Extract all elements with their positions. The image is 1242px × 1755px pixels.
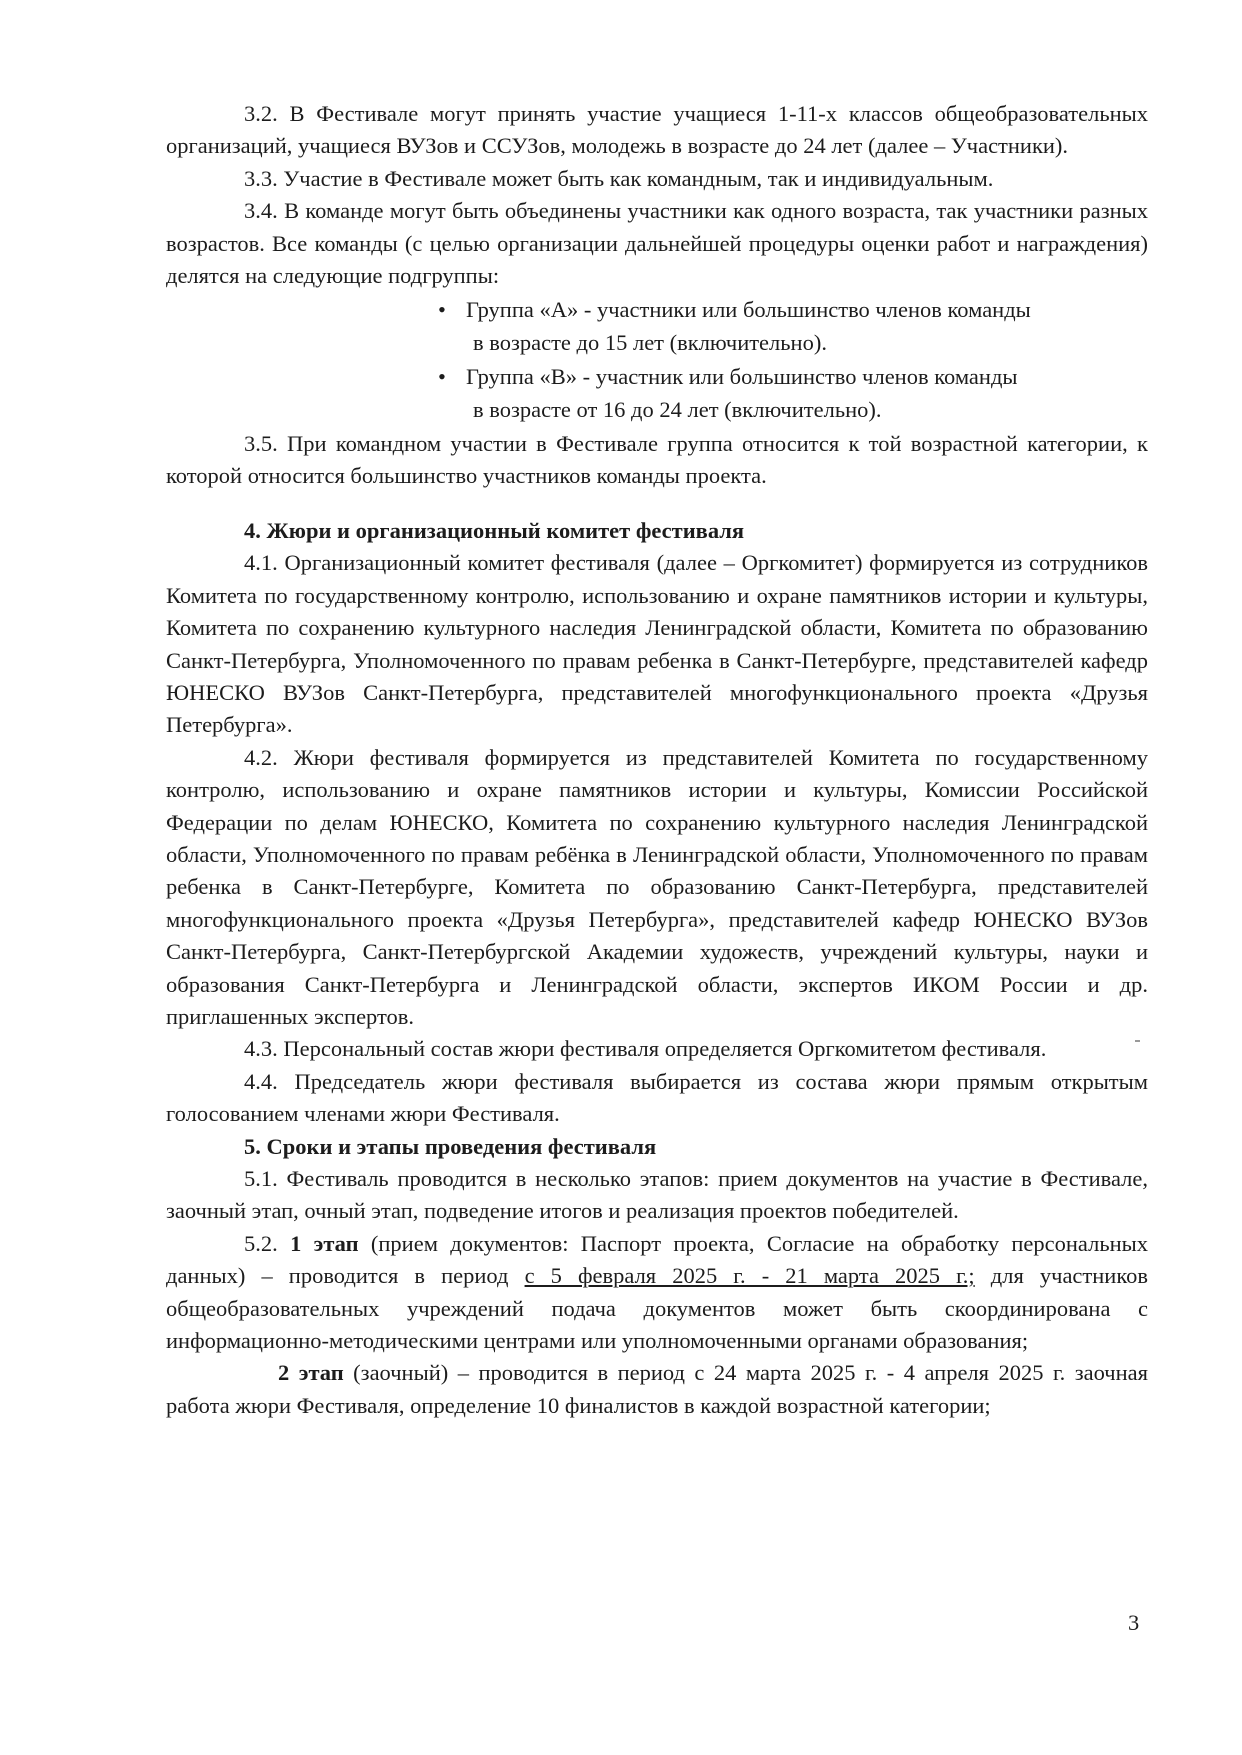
- paragraph-5-2: [166, 1228, 1148, 1358]
- list-item-group-b: [166, 361, 1111, 426]
- stage-2-text: (заочный) – проводится в период с 24 марта 2025 г. - 4 апреля 2025 г. заочная работа жюри Фестиваля, определение 10 финалистов в каждой возрастной категории;: [166, 1360, 1148, 1418]
- paragraph-3-2: 3.2. В Фестивале могут принять участие учащиеся 1-11-х классов общеобразовательных организаций, учащиеся ВУЗов и ССУЗов, молодежь в возрасте до 24 лет (далее – Участники).: [166, 101, 1148, 159]
- group-a-line1: Группа «А» - участники или большинство членов команды: [466, 297, 1031, 323]
- paragraph-4-4: 4.4. Председатель жюри фестиваля выбирается из состава жюри прямым открытым голосованием членами жюри Фестиваля.: [166, 1068, 1148, 1127]
- paragraph-3-5: 3.5. При командном участии в Фестивале группа относится к той возрастной категории, к которой относится большинство участников команды проекта.: [166, 431, 1148, 489]
- list-item-group-a: [166, 294, 1111, 359]
- paragraph-4-3: 4.3. Персональный состав жюри фестиваля определяется Оргкомитетом фестиваля.: [244, 1036, 1047, 1062]
- paragraph-4-2: 4.2. Жюри фестиваля формируется из представителей Комитета по государственному контролю, использованию и охране памятников истории и культуры, Комиссии Российской Федерации по делам ЮНЕСКО, Комитета по сохранению культурного наследия Ленинградской области, Уполномоченного по правам ребёнка в Ленинградской области, Уполномоченного по правам ребенка в Санкт-Петербурге, Комитета по образованию Санкт-Петербурга, представителей многофункционального проекта «Друзья Петербурга», представителей кафедр ЮНЕСКО ВУЗов Санкт-Петербурга, Санкт-Петербургской Академии художеств, учреждений культуры, науки и образования Санкт-Петербурга и Ленинградской области, экспертов ИКОМ России и др. приглашенных экспертов.: [166, 744, 1148, 1029]
- bullet-icon: •: [438, 297, 446, 323]
- p5-2-suffix: для участников общеобразовательных учреждений подача документов может быть скоординирована с информационно-методическими центрами или уполномоченными органами образования;: [166, 1263, 1148, 1354]
- paragraph-3-3: 3.3. Участие в Фестивале может быть как командным, так и индивидуальным.: [244, 165, 994, 191]
- paragraph-4-1: 4.1. Организационный комитет фестиваля (далее – Оргкомитет) формируется из сотрудников Комитета по государственному контролю, использованию и охране памятников истории и культуры, Комитета по сохранению культурного наследия Ленинградской области, Комитета по образованию Санкт-Петербурга, Уполномоченного по правам ребенка в Санкт-Петербурге, представителей кафедр ЮНЕСКО ВУЗов Санкт-Петербурга, представителей многофункционального проекта «Друзья Петербурга».: [166, 550, 1148, 738]
- p5-2-mid: (прием документов: Паспорт проекта, Согласие на обработку персональных данных) – проводится в период: [166, 1230, 1149, 1289]
- scan-mark: [1135, 1040, 1140, 1042]
- group-a-line2: в возрасте до 15 лет (включительно).: [473, 329, 827, 355]
- paragraph-stage-2: [166, 1357, 1148, 1422]
- stage-1-dates: с 5 февраля 2025 г. - 21 марта 2025 г.;: [524, 1263, 975, 1289]
- paragraph-5-1: 5.1. Фестиваль проводится в несколько этапов: прием документов на участие в Фестивале, заочный этап, очный этап, подведение итогов и реализация проектов победителей.: [166, 1166, 1148, 1224]
- stage-1-label: 1 этап: [290, 1230, 359, 1256]
- p5-2-prefix: 5.2.: [244, 1230, 291, 1256]
- group-b-line2: в возрасте от 16 до 24 лет (включительно).: [473, 396, 882, 422]
- group-b-line1: Группа «В» - участник или большинство членов команды: [466, 364, 1018, 390]
- page-number: 3: [1128, 1610, 1140, 1635]
- stage-2-label: 2 этап: [278, 1360, 344, 1386]
- section-gap: [166, 493, 1148, 515]
- section-4-heading: 4. Жюри и организационный комитет фестиваля: [244, 517, 745, 543]
- age-groups-list: [166, 294, 1148, 426]
- bullet-icon: •: [438, 364, 446, 390]
- document-body: [166, 98, 1148, 1422]
- section-5-heading: 5. Сроки и этапы проведения фестиваля: [244, 1133, 657, 1159]
- paragraph-3-4: 3.4. В команде могут быть объединены участники как одного возраста, так участники разных возрастов. Все команды (с целью организации дальнейшей процедуры оценки работ и награждения) делятся на следующие подгруппы:: [166, 198, 1148, 289]
